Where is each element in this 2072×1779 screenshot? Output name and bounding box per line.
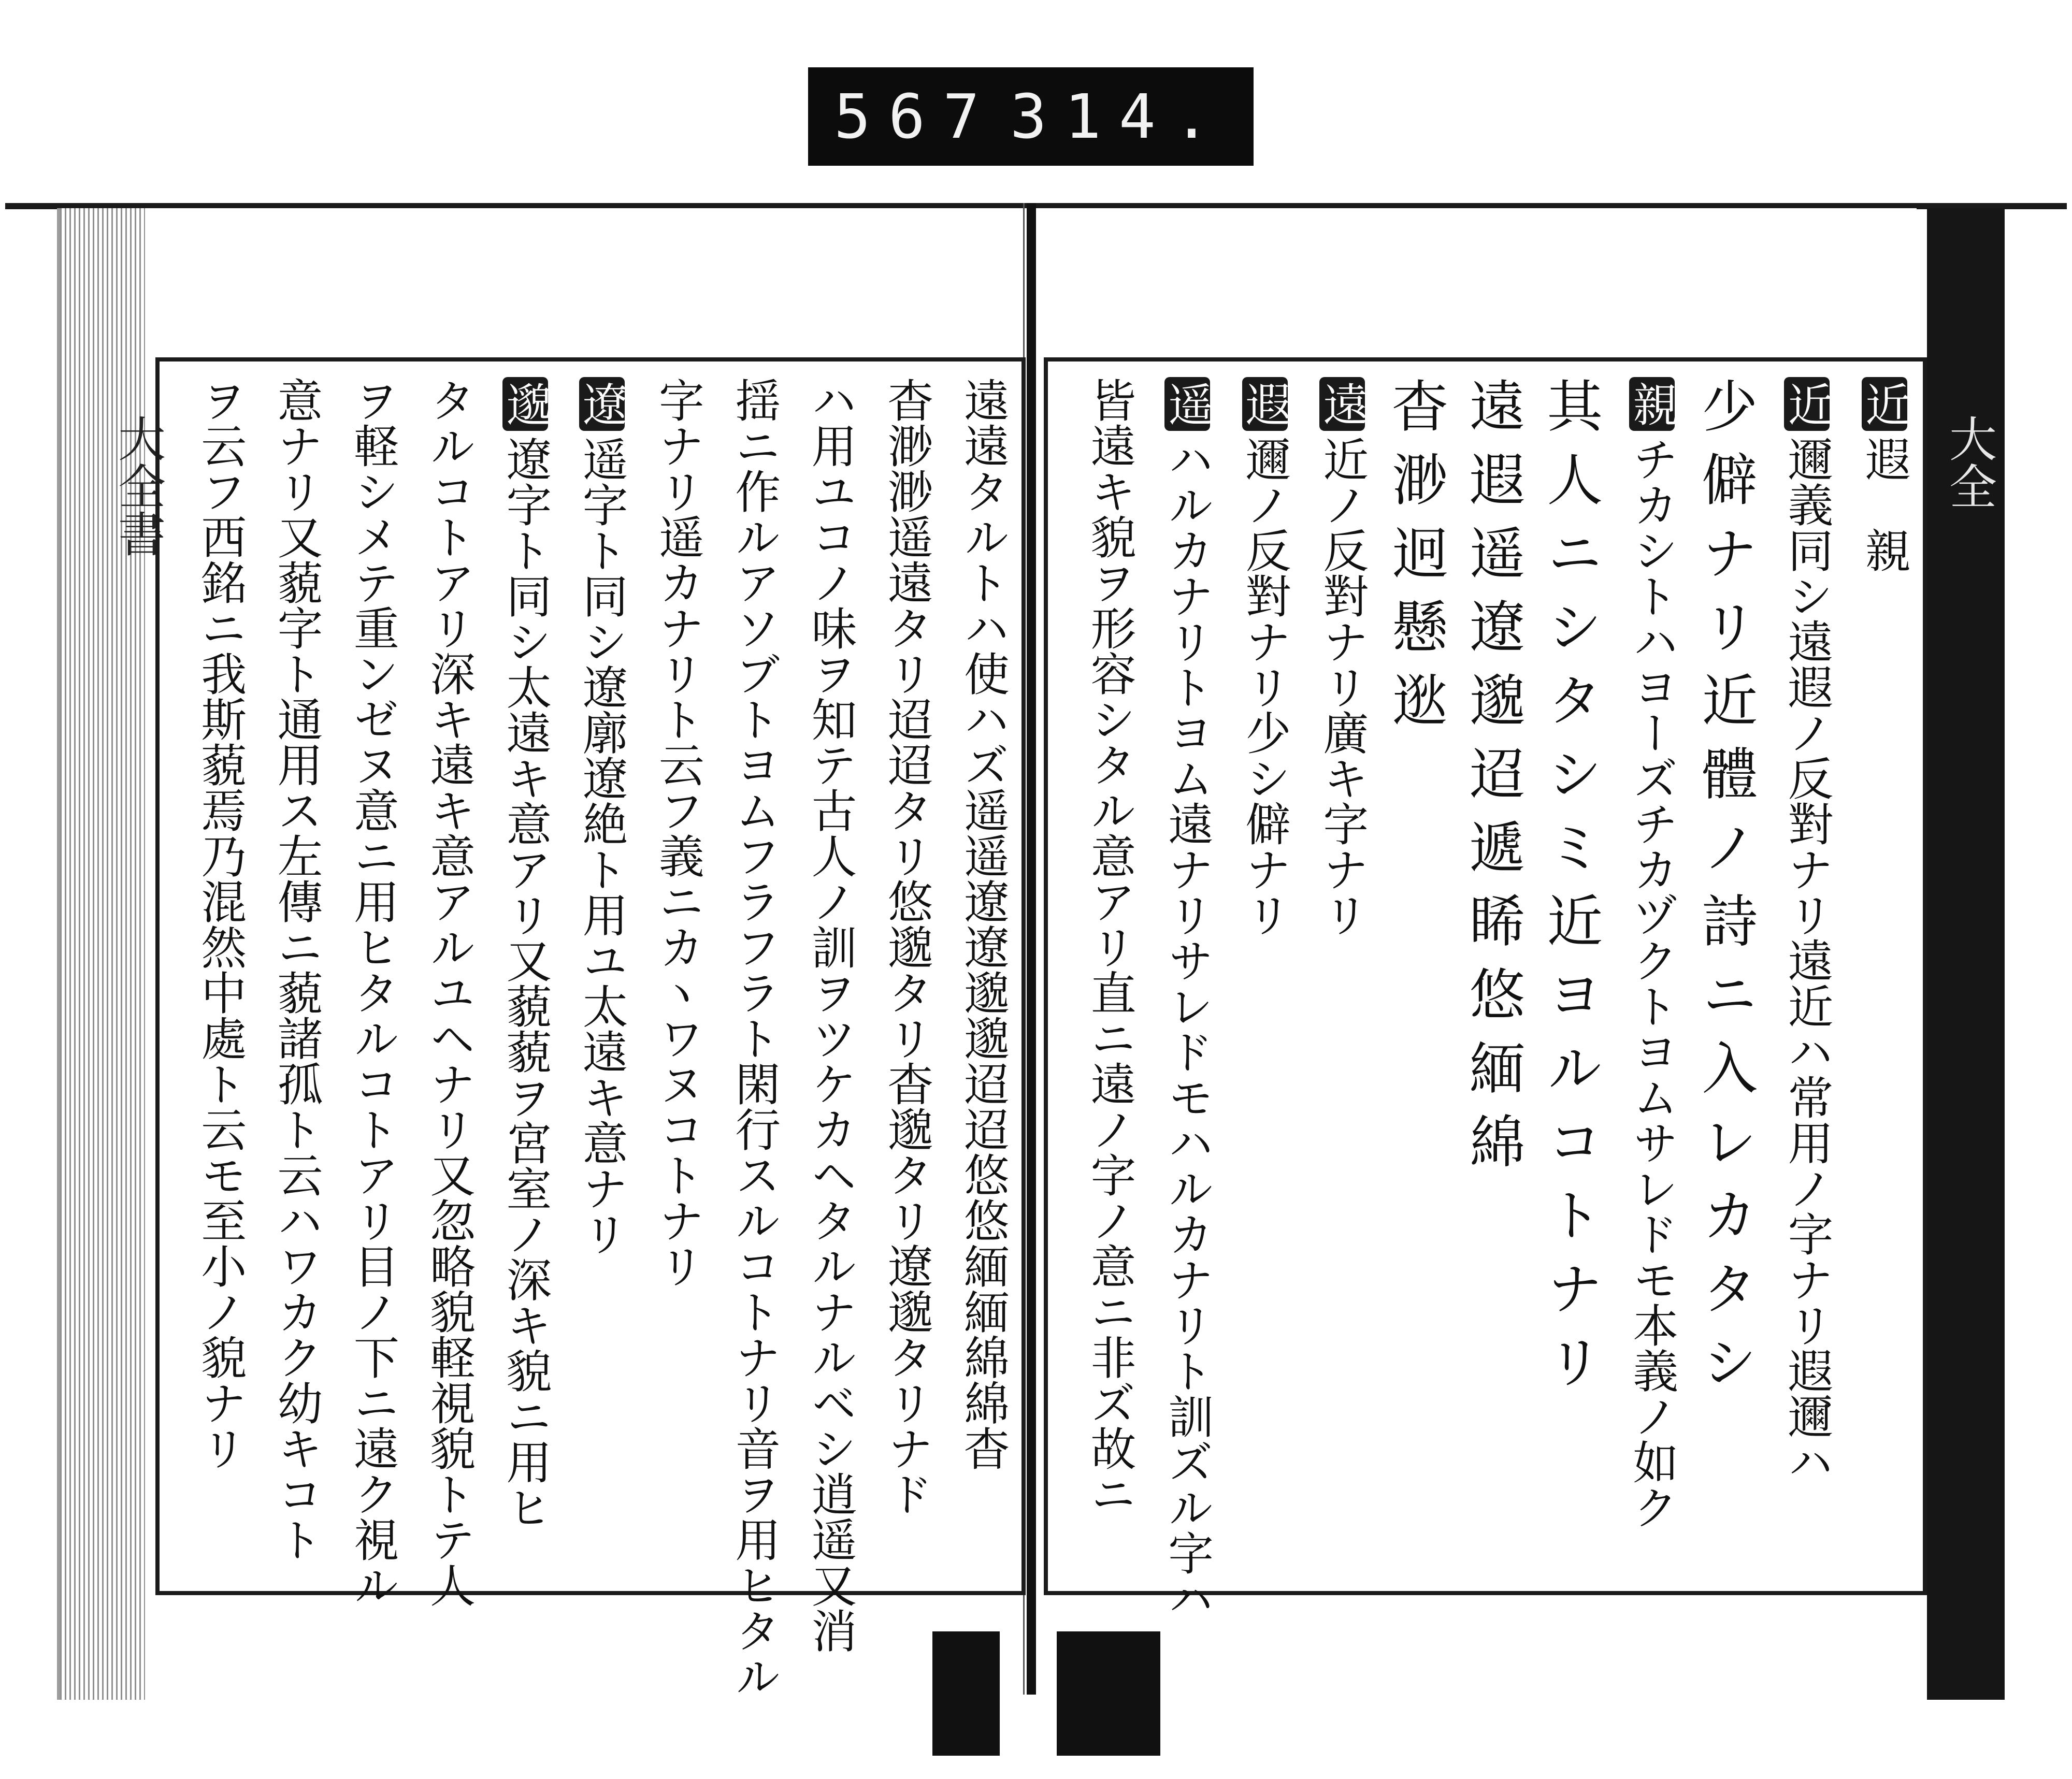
text-column — [957, 377, 1010, 1579]
right-text-frame — [1044, 357, 1927, 1621]
text-column — [499, 377, 553, 1579]
column-text: ハルカナリトヨム遠ナリサレドモハルカナリト訓ズル字ハ — [1161, 436, 1215, 1621]
column-text: ヲ軽シメテ重ンゼヌ意ニ用ヒタルコトアリ目ノ下ニ遠ク視ル — [346, 377, 400, 1608]
text-column — [423, 377, 477, 1608]
column-text: 遥字ト同シ遼廓遼絶ト用ユ太遠キ意ナリ — [575, 436, 629, 1256]
column-text: 意ナリ又藐字ト通用ス左傳ニ藐諸孤ト云ハワカク幼キコト — [270, 377, 324, 1562]
text-column — [1625, 377, 1679, 1579]
column-text: タルコトアリ深キ遠キ意アルユヘナリ又忽略貌軽視貌トテ人 — [423, 377, 477, 1608]
text-column — [1382, 377, 1447, 1579]
column-text: 字ナリ遥カナリト云フ義ニカヽワヌコトナリ — [651, 377, 705, 1289]
binding-clip-left — [932, 1631, 1000, 1756]
text-column — [1537, 377, 1602, 1579]
column-text: 邇ノ反對ナリ少シ僻ナリ — [1238, 436, 1292, 937]
text-column — [346, 377, 400, 1608]
column-text: 遐 親 — [1858, 436, 1911, 573]
right-text-columns — [1048, 361, 1923, 1621]
headword-stamp: 遐 — [1242, 377, 1288, 431]
headword-stamp: 遼 — [579, 377, 625, 431]
left-running-head: 大全書 — [110, 414, 166, 557]
text-column — [804, 377, 858, 1653]
text-column — [880, 377, 934, 1579]
catalog-number-right: 314. — [1010, 81, 1228, 152]
text-column — [1238, 377, 1292, 1579]
text-column — [728, 377, 782, 1699]
column-text: 遼字ト同シ太遠キ意アリ又藐藐ヲ宮室ノ深キ貌ニ用ヒ — [499, 436, 553, 1530]
column-text: 揺ニ作ルアソブトヨムフラフラト閑行スルコトナリ音ヲ用ヒタル — [728, 377, 782, 1699]
headword-stamp: 近 — [1784, 377, 1830, 431]
column-text: チカシトハヨーズチカヅクトヨムサレドモ本義ノ如ク — [1625, 436, 1679, 1530]
text-column — [1858, 377, 1911, 1579]
left-text-columns — [160, 361, 1021, 1699]
catalog-number-left: 567 — [834, 81, 998, 152]
right-running-head: 大全 — [1941, 414, 1997, 510]
column-text: 杳渺迥懸逖 — [1382, 377, 1447, 745]
column-text: 遠遠タルトハ使ハズ遥遥遼遼邈邈迢迢悠悠緬緬綿綿杳 — [957, 377, 1010, 1471]
binding-clip-right — [1057, 1631, 1160, 1756]
headword-stamp: 親 — [1629, 377, 1675, 431]
text-column — [1083, 377, 1137, 1579]
text-column — [1316, 377, 1370, 1579]
headword-stamp: 遠 — [1319, 377, 1365, 431]
column-text: ハ用ユコノ味ヲ知テ古人ノ訓ヲツケカヘタルナルベシ逍遥又消 — [804, 377, 858, 1653]
headword-stamp: 邈 — [502, 377, 548, 431]
column-text: 遠遐遥遼邈迢遞睎悠緬綿 — [1460, 377, 1525, 1186]
column-text: 皆遠キ貌ヲ形容シタル意アリ直ニ遠ノ字ノ意ニ非ズ故ニ — [1083, 377, 1137, 1516]
column-text: ヲ云フ西銘ニ我斯藐焉乃混然中處ト云モ至小ノ貌ナリ — [194, 377, 248, 1471]
left-text-frame — [155, 357, 1026, 1699]
headword-stamp: 近 — [1862, 377, 1907, 431]
text-column — [651, 377, 705, 1579]
column-text: 邇義同シ遠遐ノ反對ナリ遠近ハ常用ノ字ナリ遐邇ハ — [1780, 436, 1834, 1484]
text-column — [1780, 377, 1834, 1579]
text-column — [194, 377, 248, 1579]
book-gutter — [1027, 203, 1036, 1695]
headword-stamp: 遥 — [1164, 377, 1210, 431]
text-column — [270, 377, 324, 1579]
column-text: 其人ニシタシミ近ヨルコトナリ — [1537, 377, 1602, 1407]
catalog-number-label — [808, 67, 1254, 166]
column-text: 近ノ反對ナリ廣キ字ナリ — [1316, 436, 1370, 937]
column-text: 少僻ナリ近體ノ詩ニ入レカタシ — [1692, 377, 1757, 1407]
text-column — [1161, 377, 1215, 1621]
text-column — [1692, 377, 1757, 1579]
text-column — [1460, 377, 1525, 1579]
text-column — [575, 377, 629, 1579]
column-text: 杳渺渺遥遠タリ迢迢タリ悠邈タリ杳邈タリ遼邈タリナド — [880, 377, 934, 1516]
